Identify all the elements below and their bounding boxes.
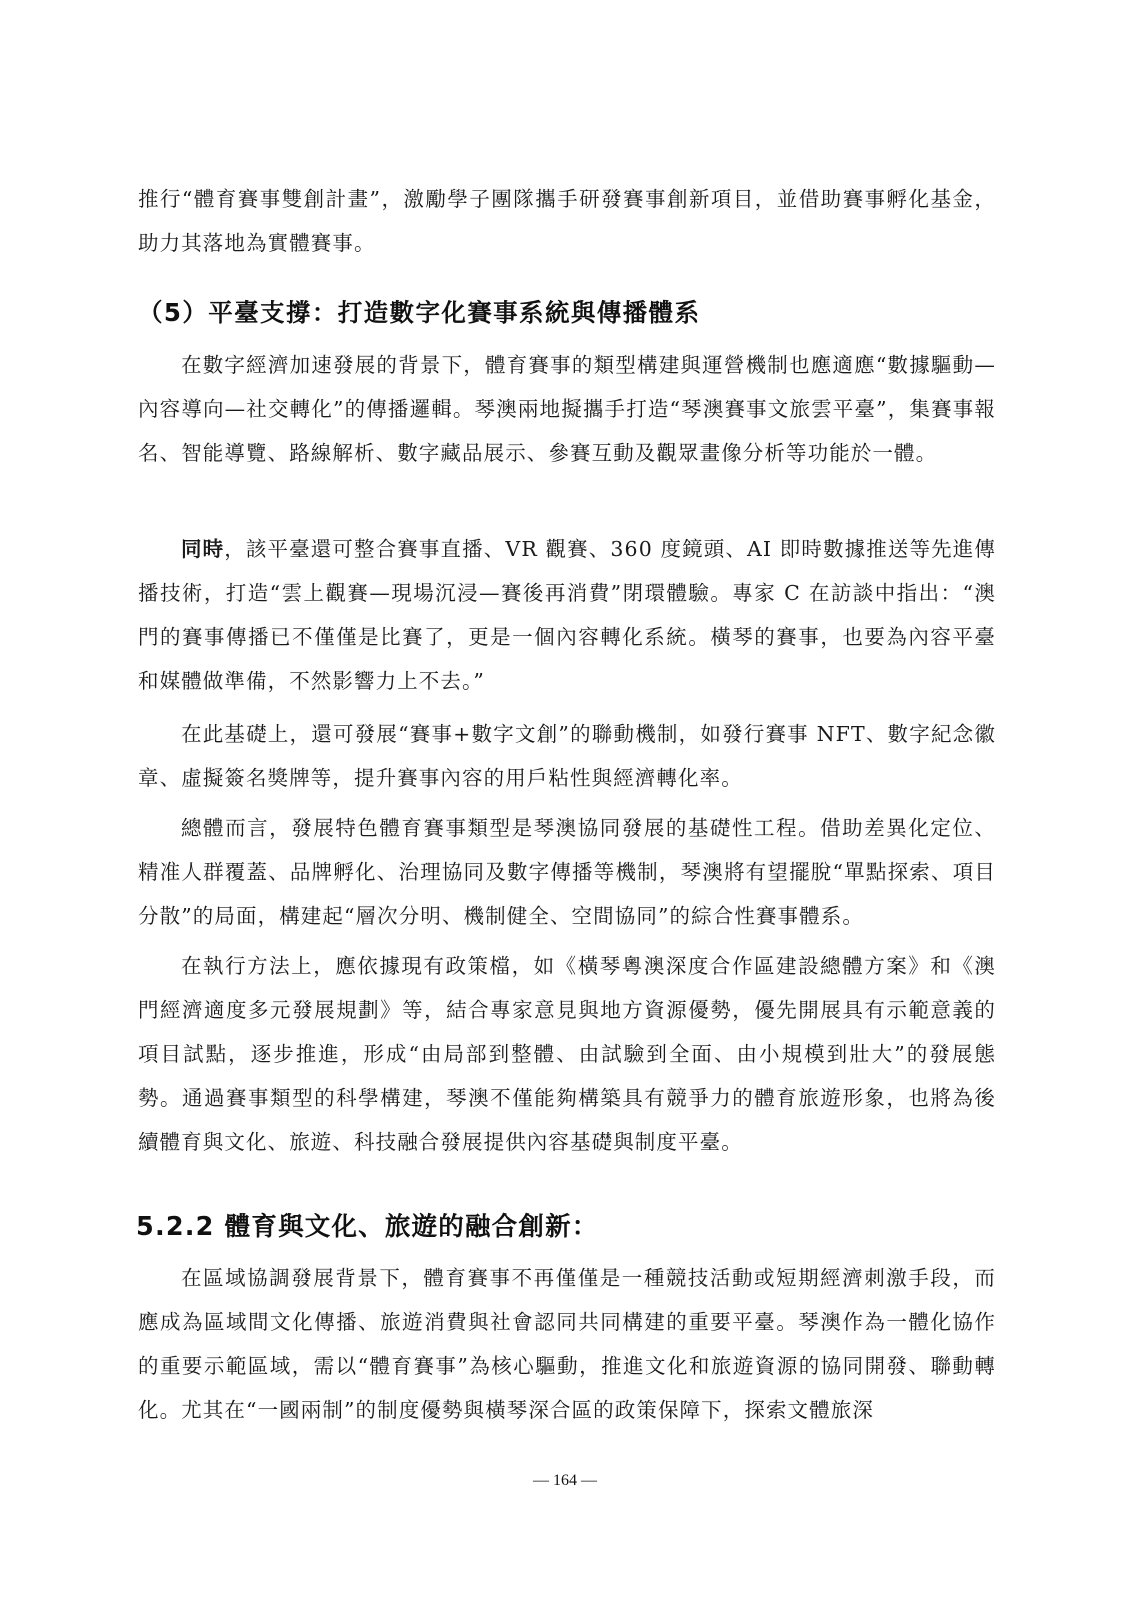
page-number: — 164 — <box>533 1472 597 1489</box>
paragraph-simultaneously <box>138 527 996 703</box>
section-heading: 5.2.2 體育與文化、旅遊的融合創新： <box>136 1212 599 1242</box>
bold-lead-text: 同時 <box>181 537 225 561</box>
paragraph-digital-platform: 在數字經濟加速發展的背景下，體育賽事的類型構建與運營機制也應適應“數據驅動—內容導向—社交轉化”的傳播邏輯。琴澳兩地擬攜手打造“琴澳賽事文旅雲平臺”，集賽事報名、智能導覽、路線解析、數字藏品展示、參賽互動及觀眾畫像分析等功能於一體。 <box>138 353 996 465</box>
paragraph-digital-creative: 在此基礎上，還可發展“賽事+數字文創”的聯動機制，如發行賽事 NFT、數字紀念徽章、虛擬簽名獎牌等，提升賽事內容的用戶粘性與經濟轉化率。 <box>138 722 996 790</box>
subsection-heading: （5）平臺支撐：打造數字化賽事系統與傳播體系 <box>138 298 701 327</box>
paragraph-body-text: ，該平臺還可整合賽事直播、VR 觀賽、360 度鏡頭、AI 即時數據推送等先進傳播技術，打造“雲上觀賽—現場沉浸—賽後再消費”閉環體驗。專家 C 在訪談中指出：“澳門的賽事傳播已不僅僅是比賽了，更是一個內容轉化系統。橫琴的賽事，也要為內容平臺和媒體做準備，不然影響力上不去。” <box>138 537 996 693</box>
paragraph-execution-method: 在執行方法上，應依據現有政策檔，如《橫琴粵澳深度合作區建設總體方案》和《澳門經濟適度多元發展規劃》等，結合專家意見與地方資源優勢，優先開展具有示範意義的項目試點，逐步推進，形成“由局部到整體、由試驗到全面、由小規模到壯大”的發展態勢。通過賽事類型的科學構建，琴澳不僅能夠構築具有競爭力的體育旅遊形象，也將為後續體育與文化、旅遊、科技融合發展提供內容基礎與制度平臺。 <box>138 954 996 1154</box>
paragraph-continued: 推行“體育賽事雙創計畫”，激勵學子團隊攜手研發賽事創新項目，並借助賽事孵化基金，助力其落地為實體賽事。 <box>138 187 996 255</box>
paragraph-regional-coordination: 在區域協調發展背景下，體育賽事不再僅僅是一種競技活動或短期經濟刺激手段，而應成為區域間文化傳播、旅遊消費與社會認同共同構建的重要平臺。琴澳作為一體化協作的重要示範區域，需以“體育賽事”為核心驅動，推進文化和旅遊資源的協同開發、聯動轉化。尤其在“一國兩制”的制度優勢與橫琴深合區的政策保障下，探索文體旅深 <box>138 1266 996 1422</box>
paragraph-summary: 總體而言，發展特色體育賽事類型是琴澳協同發展的基礎性工程。借助差異化定位、精准人群覆蓋、品牌孵化、治理協同及數字傳播等機制，琴澳將有望擺脫“單點探索、項目分散”的局面，構建起“層次分明、機制健全、空間協同”的綜合性賽事體系。 <box>138 816 996 928</box>
